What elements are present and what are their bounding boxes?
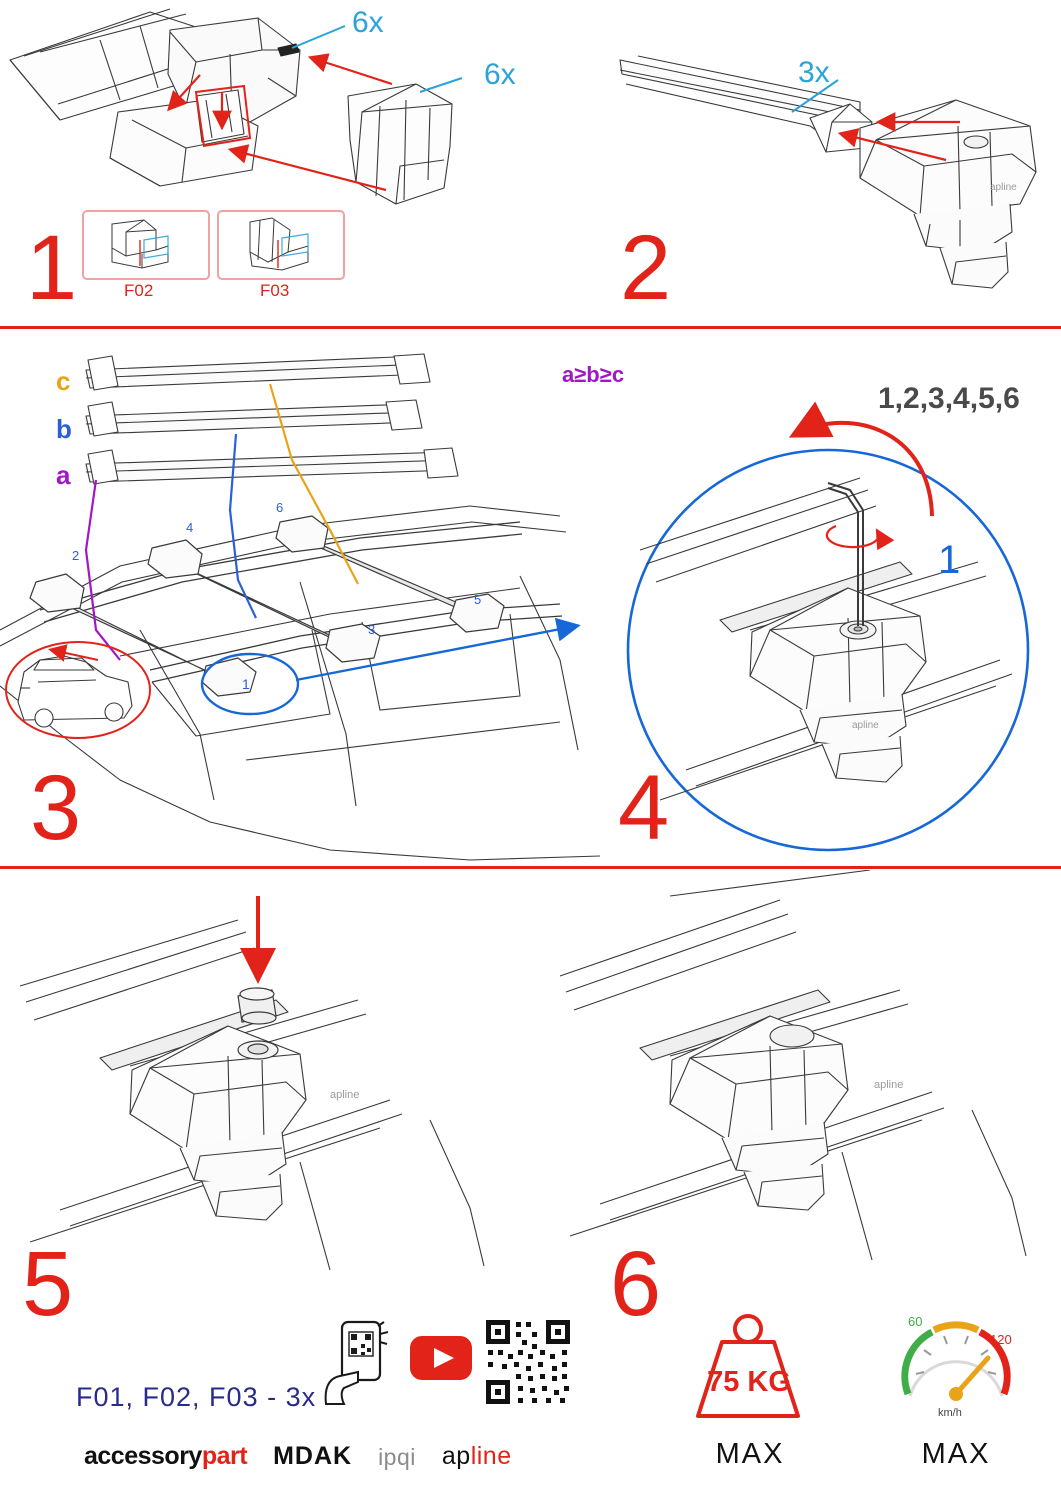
section-divider-2 (0, 866, 1061, 869)
step-4-sequence-text: 1,2,3,4,5,6 (878, 382, 1020, 415)
inequality-text: a≥b≥c (562, 362, 625, 387)
step-number-5: 5 (22, 1233, 74, 1335)
svg-text:60: 60 (908, 1314, 923, 1329)
svg-text:apline: apline (330, 1089, 360, 1101)
callout-6x-top: 6x (352, 6, 384, 39)
brand-apline-prefix: ap (441, 1442, 471, 1470)
bar-label-a: a (56, 460, 71, 490)
step-1-panel (0, 0, 560, 326)
step-5-panel (0, 870, 540, 1335)
step-number-2: 2 (620, 217, 672, 319)
brand-ipqi: ipqi (378, 1444, 416, 1470)
max-weight-value: 75 KG (707, 1366, 791, 1398)
svg-text:F03: F03 (260, 281, 290, 300)
position-number-1: 1 (242, 676, 250, 692)
brand-apline (442, 1442, 512, 1471)
step-2-panel (560, 0, 1061, 326)
svg-text:km/h: km/h (938, 1407, 962, 1419)
position-number-5: 5 (474, 592, 482, 607)
qr-scan-hand-icon (318, 1320, 390, 1406)
position-number-2: 2 (72, 548, 80, 563)
svg-text:apline: apline (990, 182, 1017, 193)
kit-label: F01, F02, F03 - 3x (76, 1382, 317, 1412)
speedometer-icon (892, 1300, 1020, 1428)
step-number-6: 6 (610, 1233, 662, 1335)
step-3-illustration (0, 330, 600, 866)
step-1-part-boxes (82, 210, 352, 302)
svg-text:apline: apline (852, 720, 879, 731)
callout-6x-right: 6x (484, 58, 516, 91)
callout-3x: 3x (798, 56, 830, 89)
brand-mdak: MDAK (273, 1442, 353, 1470)
brand-apline-accent: line (470, 1442, 512, 1470)
step-4-panel (600, 330, 1061, 866)
step-number-3: 3 (30, 757, 82, 859)
step-number-4: 4 (618, 757, 670, 859)
max-weight-caption: MAX (715, 1438, 785, 1470)
step-5-illustration (0, 870, 540, 1270)
svg-text:F02: F02 (124, 281, 154, 300)
youtube-icon[interactable] (410, 1336, 472, 1380)
brand-accessorypart-accent: part (201, 1442, 248, 1470)
step-6-illustration (540, 870, 1061, 1270)
brand-accessorypart-prefix: accessory (84, 1442, 202, 1470)
svg-text:120: 120 (990, 1332, 1012, 1347)
step-4-sequence (878, 382, 1020, 416)
position-number-6: 6 (276, 500, 284, 515)
position-number-3: 3 (368, 622, 376, 637)
step-4-detail-number: 1 (938, 538, 961, 582)
step-3-panel (0, 330, 600, 866)
bar-label-b: b (56, 414, 72, 444)
step-number-1: 1 (26, 217, 78, 319)
section-divider-1 (0, 326, 1061, 329)
svg-text:apline: apline (874, 1079, 904, 1091)
brand-accessorypart (84, 1442, 247, 1471)
max-speed-caption: MAX (921, 1438, 991, 1470)
qr-code-icon[interactable] (484, 1318, 572, 1406)
bar-label-c: c (56, 366, 71, 396)
position-number-4: 4 (186, 520, 194, 535)
